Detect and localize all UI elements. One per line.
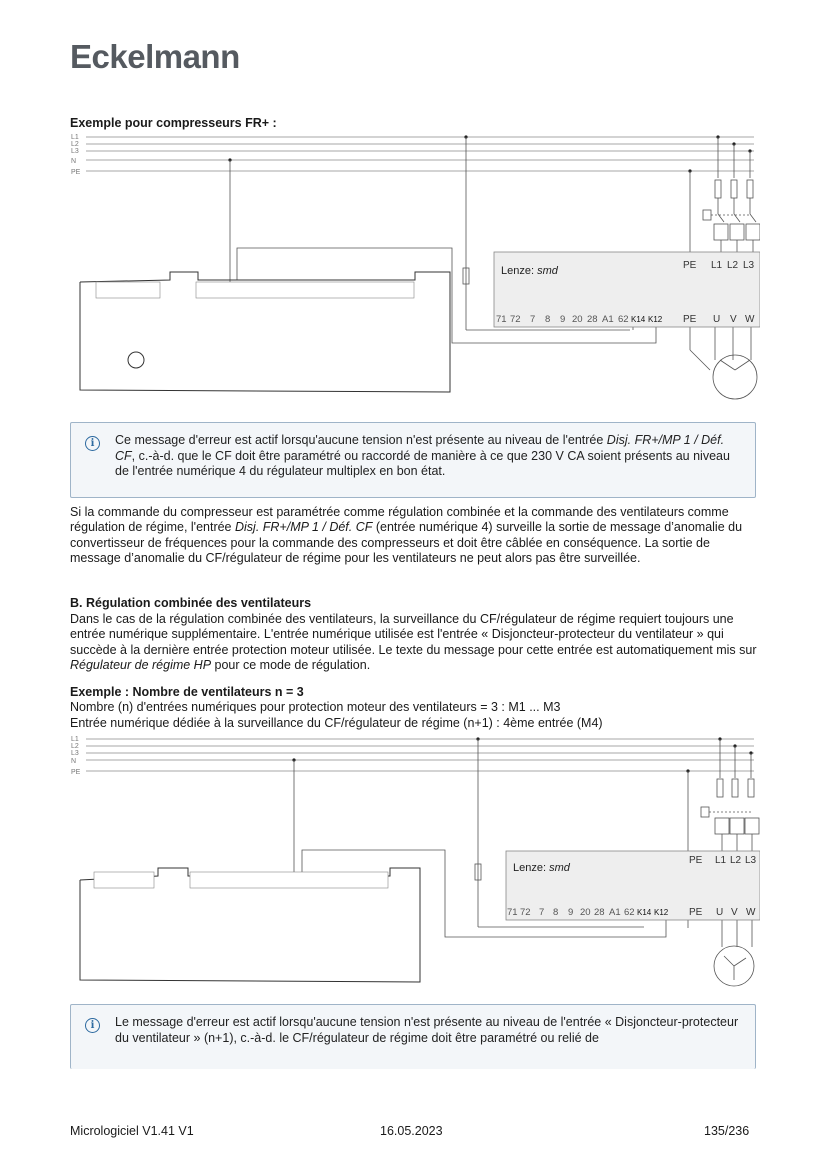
section-title-fr-compressors: Exemple pour compresseurs FR+ : [70,116,277,130]
power-bottom-pe: PE [683,314,697,325]
line-label-l2: L2 [71,141,79,148]
footer-page-number: 135/236 [704,1124,750,1138]
example-fan-line-2: Entrée numérique dédiée à la surveillance du CF/régulateur de régime (n+1) : 4ème entrée (M4) [70,716,603,730]
terminal-8: 8 [553,907,559,918]
line-label-pe: PE [71,169,81,176]
section-b-title: B. Régulation combinée des ventilateurs [70,596,312,610]
wiring-diagram-fans [70,732,760,994]
power-top-l1: L1 [715,855,727,866]
power-bottom-pe: PE [689,907,703,918]
info-note-1 [70,422,756,498]
terminal-k12: K12 [648,315,663,324]
line-label-pe: PE [71,769,81,776]
power-bottom-v: V [731,907,738,918]
terminal-a1: A1 [602,314,614,325]
line-label-l3: L3 [71,148,79,155]
info-icon: i [85,436,100,451]
info-note-2-text: Le message d'erreur est actif lorsqu'aucune tension n'est présente au niveau de l'entrée « Disjoncteur-protecteur du ventilateur » (n+1), c.-à-d. le CF/régulateur de régime doit être paramétré ou relié de [115,1015,739,1045]
power-bottom-v: V [730,314,737,325]
terminal-a1: A1 [609,907,621,918]
power-bottom-w: W [745,314,755,325]
terminal-7: 7 [539,907,545,918]
power-top-pe: PE [683,260,697,271]
example-fan-line-1: Nombre (n) d'entrées numériques pour protection moteur des ventilateurs = 3 : M1 ... M3 [70,700,561,714]
footer-firmware: Micrologiciel V1.41 V1 [70,1124,194,1138]
line-label-n: N [71,158,77,165]
power-top-l2: L2 [727,260,739,271]
lenze-model: smd [549,862,570,874]
line-label-l1: L1 [71,736,79,743]
terminal-72: 72 [510,314,521,325]
terminal-62: 62 [618,314,629,325]
footer-date: 16.05.2023 [380,1124,443,1138]
terminal-20: 20 [572,314,583,325]
terminal-72: 72 [520,907,531,918]
terminal-28: 28 [587,314,598,325]
lenze-model: smd [537,265,558,277]
terminal-9: 9 [560,314,566,325]
info-note-1-text: Ce message d'erreur est actif lorsqu'aucune tension n'est présente au niveau de l'entrée Disj. FR+/MP 1 / Déf. CF, c.-à-d. que le CF doit être paramétré ou raccordé de manière à ce que 230 V CA soient présents au niveau de l'entrée numérique 4 du régulateur multiplex en bon état. [115,433,730,478]
svg-text:Lenze: smd [501,265,559,277]
terminal-7: 7 [530,314,536,325]
power-top-l3: L3 [743,260,755,271]
power-bottom-u: U [713,314,721,325]
power-top-l2: L2 [730,855,742,866]
power-bottom-w: W [746,907,756,918]
terminal-62: 62 [624,907,635,918]
line-label-n: N [71,758,77,765]
terminal-k14: K14 [637,908,652,917]
power-bottom-u: U [716,907,724,918]
section-b-text: Dans le cas de la régulation combinée des ventilateurs, la surveillance du CF/régulateur de régime requiert toujours une entrée numérique supplémentaire. L'entrée numérique utilisée est l'entrée « Disjoncteur-protecteur du ventilateur » qui succède à la dernière entrée protection moteur utilisée. Le texte du message pour cette entrée est automatiquement mis sur Régulateur de régime HP pour ce mode de régulation. [70,612,757,672]
example-fan-title: Exemple : Nombre de ventilateurs n = 3 [70,685,304,699]
lenze-label: Lenze: [513,862,547,874]
paragraph-combined-regulation: Si la commande du compresseur est paramétrée comme régulation combinée et la commande des ventilateurs comme régulation de régime, l'entrée Disj. FR+/MP 1 / Déf. CF (entrée numérique 4) surveille la sortie de message d’anomalie du convertisseur de fréquences pour la commande des compresseurs et doit être câblée en conséquence. La sortie de message d’anomalie du CF/régulateur de régime pour les ventilateurs ne peut alors pas être surveillée. [70,505,743,565]
terminal-9: 9 [568,907,574,918]
terminal-k14: K14 [631,315,646,324]
power-top-l3: L3 [745,855,757,866]
svg-text:Lenze: smd [513,862,571,874]
terminal-20: 20 [580,907,591,918]
power-top-pe: PE [689,855,703,866]
info-note-2 [70,1004,756,1069]
line-label-l2: L2 [71,743,79,750]
terminal-71: 71 [507,907,518,918]
terminal-71: 71 [496,314,507,325]
line-label-l3: L3 [71,750,79,757]
power-top-l1: L1 [711,260,723,271]
lenze-label: Lenze: [501,265,535,277]
terminal-k12: K12 [654,908,669,917]
terminal-8: 8 [545,314,551,325]
terminal-28: 28 [594,907,605,918]
line-label-l1: L1 [71,134,79,141]
info-icon: i [85,1018,100,1033]
company-logo: Eckelmann [70,38,240,75]
wiring-diagram-compressors [70,130,760,402]
